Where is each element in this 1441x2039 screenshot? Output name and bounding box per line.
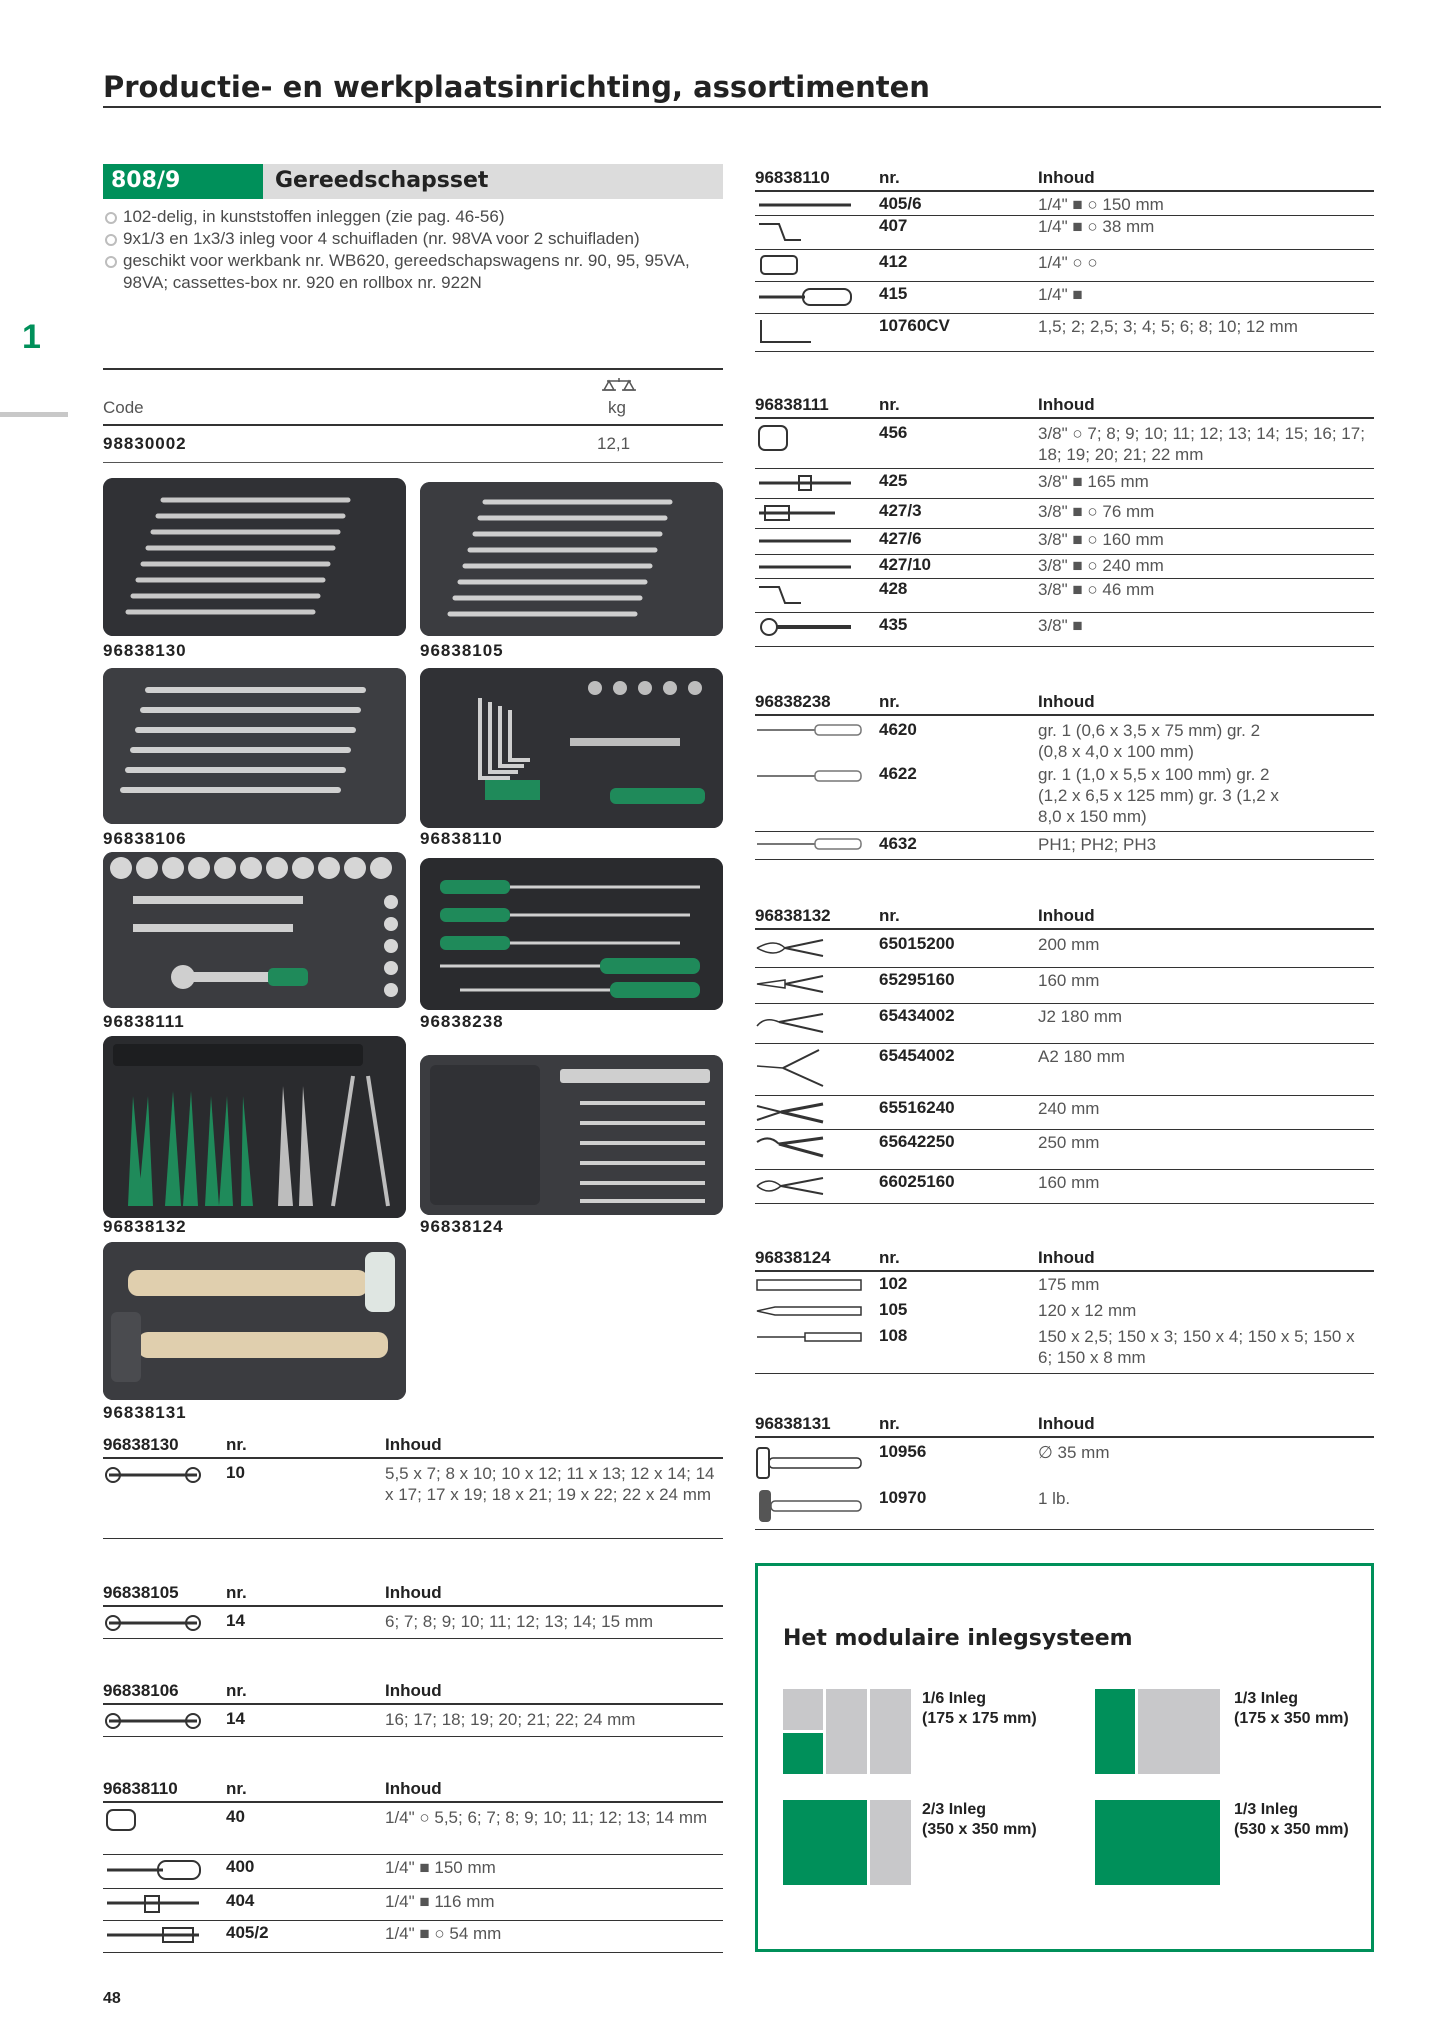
- socket-icon: [755, 423, 795, 453]
- row-inhoud: 1 lb.: [1038, 1489, 1071, 1508]
- tray-image-pliers: [103, 1036, 406, 1218]
- table-header: [103, 1581, 723, 1607]
- tray-label: 96838131: [103, 1403, 187, 1422]
- chapter-marker: [0, 412, 68, 417]
- row-inhoud: 120 x 12 mm: [1038, 1301, 1137, 1320]
- row-nr: 4632: [879, 834, 917, 853]
- row-nr: 65295160: [879, 970, 955, 989]
- row-nr: 102: [879, 1274, 908, 1293]
- tray-image-chisels: [420, 1055, 723, 1215]
- table-row: [755, 216, 1374, 250]
- row-nr: 4622: [879, 764, 917, 783]
- chapter-number: 1: [22, 318, 41, 356]
- col-inhoud: Inhoud: [1038, 1414, 1095, 1433]
- table-code: 96838124: [755, 1248, 831, 1267]
- pliers-icon: [755, 970, 825, 998]
- tray-image-large-spanners: [103, 668, 406, 824]
- extension-bar-icon: [755, 196, 855, 214]
- row-nr: 427/10: [879, 555, 931, 574]
- tray-label: 96838106: [103, 829, 187, 848]
- tray-image-hammers: [103, 1242, 406, 1400]
- row-nr: 65454002: [879, 1046, 955, 1065]
- table-row: [755, 968, 1374, 1004]
- row-inhoud: 6; 7; 8; 9; 10; 11; 12; 13; 14; 15 mm: [385, 1612, 654, 1631]
- feature-item: geschikt voor werkbank nr. WB620, gereedschapswagens nr. 90, 95, 95VA, 98VA; cassettes-box nr. 920 en rollbox nr. 922N: [103, 250, 723, 294]
- extension-bar-icon: [755, 557, 855, 577]
- weight-value: 12,1: [597, 434, 631, 453]
- row-nr: 14: [226, 1709, 245, 1728]
- table-row: [103, 1707, 723, 1737]
- weight-unit-label: kg: [608, 398, 626, 417]
- screwdriver-icon: [755, 766, 865, 786]
- row-inhoud: 1/4" ■: [1038, 285, 1083, 304]
- row-nr: 10760CV: [879, 316, 950, 335]
- table-header: [755, 166, 1374, 192]
- table-row: [103, 1921, 723, 1953]
- modular-label: 1/3 Inleg (175 x 350 mm): [1234, 1690, 1349, 1727]
- row-nr: 14: [226, 1611, 245, 1630]
- scale-icon: [602, 376, 636, 396]
- tray-image-spanners-small: [420, 482, 723, 636]
- col-nr: nr.: [226, 1435, 247, 1454]
- divider: [103, 424, 723, 426]
- extension-bar-icon: [755, 501, 855, 525]
- spanner-icon: [103, 1709, 203, 1733]
- table-header: [755, 1246, 1374, 1272]
- side-cutter-icon: [755, 1172, 825, 1200]
- row-inhoud: 160 mm: [1038, 971, 1100, 990]
- tray-label: 96838124: [420, 1217, 504, 1236]
- row-nr: 65434002: [879, 1006, 955, 1025]
- row-inhoud: gr. 1 (1,0 x 5,5 x 100 mm) gr. 2 (1,2 x 6,5 x 125 mm) gr. 3 (1,2 x 8,0 x 150 mm): [1038, 765, 1279, 826]
- table-code: 96838132: [755, 906, 831, 925]
- table-row: [755, 314, 1374, 352]
- row-inhoud: 1/4" ■ 150 mm: [385, 1858, 496, 1877]
- modular-title: Het modulaire inlegsysteem: [783, 1626, 1133, 1651]
- adapter-icon: [755, 252, 805, 278]
- table-row: [755, 613, 1374, 647]
- table-row: [755, 421, 1374, 469]
- table-96838132: [755, 904, 1374, 1204]
- row-inhoud: 3/8" ■ ○ 76 mm: [1038, 502, 1155, 521]
- modular-label: 1/3 Inleg (530 x 350 mm): [1234, 1801, 1349, 1838]
- tray-label: 96838110: [420, 829, 503, 848]
- socket-icon: [103, 1807, 143, 1833]
- row-nr: 65642250: [879, 1132, 955, 1151]
- table-row: [755, 194, 1374, 216]
- spanner-icon: [103, 1611, 203, 1635]
- table-96838105: [103, 1581, 723, 1641]
- insert-1-6-diagram: [783, 1689, 911, 1774]
- row-nr: 400: [226, 1857, 255, 1876]
- table-96838110: [755, 166, 1374, 356]
- tray-image-screwdrivers: [420, 858, 723, 1010]
- row-nr: 405/2: [226, 1923, 269, 1942]
- table-96838130: [103, 1433, 723, 1543]
- tray-label: 96838238: [420, 1012, 504, 1031]
- row-inhoud: 5,5 x 7; 8 x 10; 10 x 12; 11 x 13; 12 x 14; 14 x 17; 17 x 19; 18 x 21; 19 x 22; 22 x 24 mm: [385, 1464, 715, 1504]
- col-inhoud: Inhoud: [385, 1779, 442, 1798]
- col-inhoud: Inhoud: [1038, 1248, 1095, 1267]
- circlip-pliers-icon: [755, 1006, 825, 1036]
- row-nr: 427/3: [879, 501, 922, 520]
- divider: [103, 368, 723, 370]
- row-inhoud: J2 180 mm: [1038, 1007, 1123, 1026]
- col-nr: nr.: [226, 1583, 247, 1602]
- row-inhoud: 3/8" ○ 7; 8; 9; 10; 11; 12; 13; 14; 15; 16; 17; 18; 19; 20; 21; 22 mm: [1038, 424, 1365, 464]
- cold-chisel-icon: [755, 1302, 865, 1320]
- spanner-icon: [103, 1463, 203, 1487]
- page-number: 48: [103, 1990, 121, 2007]
- table-row: [755, 499, 1374, 529]
- row-inhoud: 1,5; 2; 2,5; 3; 4; 5; 6; 8; 10; 12 mm: [1038, 317, 1298, 336]
- row-nr: 412: [879, 252, 908, 271]
- table-row: [755, 555, 1374, 579]
- col-nr: nr.: [226, 1779, 247, 1798]
- table-code: 96838110: [103, 1779, 178, 1798]
- row-inhoud: 250 mm: [1038, 1133, 1100, 1152]
- col-inhoud: Inhoud: [1038, 906, 1095, 925]
- row-inhoud: 1/4" ■ ○ 54 mm: [385, 1924, 502, 1943]
- table-row: [755, 1044, 1374, 1096]
- t-bar-icon: [755, 471, 855, 495]
- extension-bar-icon: [755, 531, 855, 551]
- product-code-header: 808/9: [103, 164, 263, 199]
- row-inhoud: 3/8" ■ ○ 46 mm: [1038, 580, 1155, 599]
- row-nr: 108: [879, 1326, 908, 1345]
- table-row: [755, 250, 1374, 282]
- row-nr: 407: [879, 216, 908, 235]
- table-row: [755, 1300, 1374, 1326]
- row-nr: 66025160: [879, 1172, 955, 1191]
- table-header: [755, 1412, 1374, 1438]
- table-row: [755, 1170, 1374, 1204]
- circlip-pliers-icon: [755, 1046, 825, 1090]
- table-code: 96838238: [755, 692, 831, 711]
- ball-pein-hammer-icon: [755, 1488, 865, 1524]
- row-inhoud: 3/8" ■ ○ 160 mm: [1038, 530, 1164, 549]
- table-header: [103, 1777, 723, 1803]
- t-bar-icon: [103, 1891, 203, 1915]
- table-row: [103, 1805, 723, 1855]
- table-row: [103, 1855, 723, 1889]
- table-code: 96838110: [755, 168, 830, 187]
- row-inhoud: ∅ 35 mm: [1038, 1443, 1110, 1462]
- table-row: [755, 718, 1374, 764]
- col-nr: nr.: [879, 1414, 900, 1433]
- screwdriver-handle-icon: [755, 284, 855, 310]
- row-nr: 415: [879, 284, 908, 303]
- tray-image-spanners: [103, 478, 406, 636]
- col-nr: nr.: [879, 395, 900, 414]
- table-code: 96838130: [103, 1435, 179, 1454]
- row-nr: 40: [226, 1807, 245, 1826]
- table-code: 96838105: [103, 1583, 179, 1602]
- tray-image-sockets-hex: [420, 668, 723, 828]
- row-inhoud: 240 mm: [1038, 1099, 1100, 1118]
- table-row: [755, 1130, 1374, 1170]
- pliers-icon: [755, 934, 825, 962]
- screwdriver-icon: [755, 720, 865, 740]
- ratchet-icon: [103, 1857, 203, 1883]
- universal-joint-icon: [755, 581, 805, 609]
- modular-label: 2/3 Inleg (350 x 350 mm): [922, 1801, 1037, 1838]
- table-96838110-part1: [103, 1777, 723, 1957]
- table-code: 96838131: [755, 1414, 831, 1433]
- row-inhoud: 1/4" ■ 116 mm: [385, 1892, 495, 1911]
- row-inhoud: 3/8" ■ 165 mm: [1038, 472, 1149, 491]
- extension-bar-icon: [103, 1923, 203, 1947]
- table-row: [103, 1461, 723, 1539]
- insert-1-3-diagram: [1095, 1689, 1220, 1774]
- hex-key-icon: [755, 316, 815, 346]
- row-nr: 425: [879, 471, 908, 490]
- tray-label: 96838111: [103, 1012, 185, 1031]
- col-nr: nr.: [879, 1248, 900, 1267]
- row-inhoud: 1/4" ■ ○ 150 mm: [1038, 195, 1164, 214]
- phillips-screwdriver-icon: [755, 834, 865, 854]
- tray-image-sockets: [103, 852, 406, 1008]
- table-96838124: [755, 1246, 1374, 1376]
- page-title: Productie- en werkplaatsinrichting, assortimenten: [103, 70, 930, 104]
- code-column-label: Code: [103, 398, 144, 417]
- table-96838106: [103, 1679, 723, 1739]
- row-inhoud: 3/8" ■: [1038, 616, 1083, 635]
- col-inhoud: Inhoud: [385, 1583, 442, 1602]
- table-code: 96838111: [755, 395, 829, 414]
- article-code: 98830002: [103, 434, 187, 453]
- row-nr: 65015200: [879, 934, 955, 953]
- row-nr: 105: [879, 1300, 908, 1319]
- table-header: [755, 690, 1374, 716]
- table-row: [755, 1326, 1374, 1374]
- hammer-icon: [755, 1442, 865, 1482]
- table-row: [755, 932, 1374, 968]
- col-inhoud: Inhoud: [1038, 692, 1095, 711]
- feature-item: 9x1/3 en 1x3/3 inleg voor 4 schuifladen (nr. 98VA voor 2 schuifladen): [103, 228, 723, 250]
- row-inhoud: 200 mm: [1038, 935, 1100, 954]
- row-nr: 456: [879, 423, 908, 442]
- row-inhoud: 1/4" ○ 5,5; 6; 7; 8; 9; 10; 11; 12; 13; 14 mm: [385, 1808, 708, 1827]
- table-code: 96838106: [103, 1681, 179, 1700]
- row-nr: 10: [226, 1463, 245, 1482]
- divider: [103, 462, 723, 463]
- col-inhoud: Inhoud: [1038, 168, 1095, 187]
- universal-joint-icon: [755, 218, 805, 246]
- table-96838238: [755, 690, 1374, 870]
- table-header: [755, 393, 1374, 419]
- row-nr: 405/6: [879, 194, 922, 213]
- table-96838131: [755, 1412, 1374, 1532]
- row-inhoud: 1/4" ○ ○: [1038, 253, 1098, 272]
- table-header: [103, 1433, 723, 1459]
- tray-label: 96838132: [103, 1217, 187, 1236]
- row-inhoud: 160 mm: [1038, 1173, 1100, 1192]
- table-row: [755, 764, 1374, 832]
- row-nr: 404: [226, 1891, 255, 1910]
- row-nr: 428: [879, 579, 908, 598]
- row-nr: 435: [879, 615, 908, 634]
- row-inhoud: 150 x 2,5; 150 x 3; 150 x 4; 150 x 5; 150 x 6; 150 x 8 mm: [1038, 1327, 1355, 1367]
- title-rule: [103, 106, 1381, 108]
- row-nr: 10970: [879, 1488, 927, 1507]
- row-inhoud: 16; 17; 18; 19; 20; 21; 22; 24 mm: [385, 1710, 636, 1729]
- table-row: [755, 529, 1374, 555]
- col-inhoud: Inhoud: [385, 1681, 442, 1700]
- insert-3-3-diagram: [1095, 1800, 1220, 1885]
- product-name-header: Gereedschapsset: [263, 164, 723, 199]
- table-row: [755, 1274, 1374, 1300]
- row-inhoud: 3/8" ■ ○ 240 mm: [1038, 556, 1164, 575]
- row-nr: 65516240: [879, 1098, 955, 1117]
- table-row: [755, 282, 1374, 314]
- table-row: [103, 1609, 723, 1639]
- locking-pliers-icon: [755, 1132, 825, 1162]
- chisel-icon: [755, 1276, 865, 1294]
- row-inhoud: gr. 1 (0,6 x 3,5 x 75 mm) gr. 2 (0,8 x 4,0 x 100 mm): [1038, 721, 1261, 761]
- table-row: [755, 1096, 1374, 1130]
- feature-item: 102-delig, in kunststoffen inleggen (zie pag. 46-56): [103, 206, 723, 228]
- water-pump-pliers-icon: [755, 1098, 825, 1126]
- table-row: [755, 1486, 1374, 1530]
- feature-list: [103, 206, 723, 294]
- col-nr: nr.: [879, 168, 900, 187]
- table-row: [755, 469, 1374, 499]
- ratchet-icon: [755, 615, 855, 639]
- table-row: [755, 832, 1374, 860]
- tray-label: 96838130: [103, 641, 187, 660]
- tray-label: 96838105: [420, 641, 504, 660]
- table-row: [755, 1004, 1374, 1044]
- col-nr: nr.: [879, 692, 900, 711]
- table-row: [755, 1440, 1374, 1486]
- table-96838111: [755, 393, 1374, 653]
- table-row: [103, 1889, 723, 1921]
- row-nr: 427/6: [879, 529, 922, 548]
- pin-punch-icon: [755, 1328, 865, 1346]
- table-header: [755, 904, 1374, 930]
- row-nr: 10956: [879, 1442, 927, 1461]
- row-inhoud: A2 180 mm: [1038, 1047, 1125, 1066]
- col-nr: nr.: [226, 1681, 247, 1700]
- row-inhoud: 175 mm: [1038, 1275, 1100, 1294]
- row-inhoud: 1/4" ■ ○ 38 mm: [1038, 217, 1155, 236]
- col-nr: nr.: [879, 906, 900, 925]
- insert-2-3-diagram: [783, 1800, 911, 1885]
- col-inhoud: Inhoud: [1038, 395, 1095, 414]
- col-inhoud: Inhoud: [385, 1435, 442, 1454]
- table-header: [103, 1679, 723, 1705]
- row-inhoud: PH1; PH2; PH3: [1038, 835, 1157, 854]
- table-row: [755, 579, 1374, 613]
- row-nr: 4620: [879, 720, 917, 739]
- modular-label: 1/6 Inleg (175 x 175 mm): [922, 1690, 1037, 1727]
